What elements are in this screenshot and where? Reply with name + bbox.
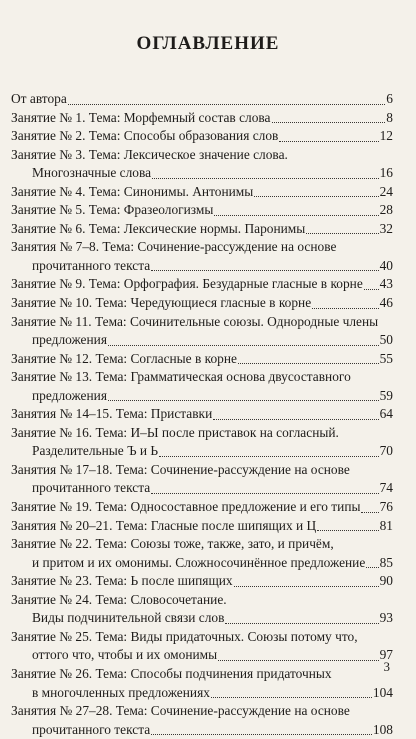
toc-entry-title: Занятия № 17–18. Тема: Сочинение-рассуждение на основе xyxy=(11,461,350,477)
toc-page-number: 43 xyxy=(379,276,393,292)
toc-entry-title: Занятия № 27–28. Тема: Сочинение-рассуждение на основе xyxy=(11,703,350,719)
toc-entry xyxy=(11,220,393,239)
toc-entry-title-cont: и притом и их омонимы. Сложносочинённое предложение xyxy=(32,554,366,570)
toc-entry xyxy=(11,424,393,461)
toc-entry-title-cont: прочитанного текста xyxy=(32,480,151,496)
toc-entry-title-cont: Многозначные слова xyxy=(32,165,152,181)
dot-leader xyxy=(312,307,378,309)
toc-line-continuation xyxy=(11,387,393,406)
toc-line xyxy=(11,294,393,313)
dot-leader xyxy=(151,733,372,735)
toc-line xyxy=(11,405,393,424)
toc-page-number: 93 xyxy=(379,610,393,626)
toc-line xyxy=(11,461,393,480)
toc-page-number: 24 xyxy=(379,183,393,199)
toc-entry-title: Занятия № 20–21. Тема: Гласные после шипящих и Ц xyxy=(11,517,317,533)
toc-entry-title: Занятие № 12. Тема: Согласные в корне xyxy=(11,350,237,366)
dot-leader xyxy=(68,103,385,105)
toc-page-number: 32 xyxy=(379,220,393,236)
dot-leader xyxy=(159,455,379,457)
toc-entry-title: Занятие № 26. Тема: Способы подчинения придаточных xyxy=(11,665,332,681)
toc-page-number: 59 xyxy=(379,387,393,403)
toc-page-number: 50 xyxy=(379,332,393,348)
toc-entry xyxy=(11,368,393,405)
toc-page-number: 6 xyxy=(386,91,393,106)
dot-leader xyxy=(272,121,386,123)
toc-entry xyxy=(11,535,393,572)
toc-entry-title: Занятия № 7–8. Тема: Сочинение-рассуждение на основе xyxy=(11,239,337,255)
toc-page-number: 28 xyxy=(379,202,393,218)
toc-entry xyxy=(11,572,393,591)
toc-line xyxy=(11,591,393,610)
dot-leader xyxy=(218,659,378,661)
toc-entry-title: Занятие № 22. Тема: Союзы тоже, также, зато, и причём, xyxy=(11,536,334,552)
toc-entry xyxy=(11,294,393,313)
toc-page-number: 108 xyxy=(372,721,393,737)
toc-entry xyxy=(11,313,393,350)
toc-page-number: 40 xyxy=(379,257,393,273)
toc-line xyxy=(11,220,393,239)
toc-entry-title: Занятие № 13. Тема: Грамматическая основа двусоставного xyxy=(11,369,351,385)
toc-entry-title-cont: предложения xyxy=(32,332,107,348)
toc-line xyxy=(11,424,393,443)
toc-entry-title: Занятие № 25. Тема: Виды придаточных. Союзы потому что, xyxy=(11,628,358,644)
toc-entry xyxy=(11,591,393,628)
toc-line xyxy=(11,535,393,554)
toc-entry xyxy=(11,350,393,369)
dot-leader xyxy=(234,585,379,587)
toc-entry xyxy=(11,665,393,702)
dot-leader xyxy=(317,529,378,531)
toc-page-number: 16 xyxy=(379,165,393,181)
toc-entry-title: Занятие № 4. Тема: Синонимы. Антонимы xyxy=(11,183,254,199)
toc-line-continuation xyxy=(11,331,393,350)
toc-entry xyxy=(11,275,393,294)
toc-entry xyxy=(11,461,393,498)
toc-entry xyxy=(11,146,393,183)
toc-page-number: 12 xyxy=(379,128,393,144)
toc-line xyxy=(11,628,393,647)
dot-leader xyxy=(151,492,378,494)
toc-line xyxy=(11,517,393,536)
toc-entry-title-cont: прочитанного текста xyxy=(32,257,151,273)
toc-line xyxy=(11,665,393,684)
dot-leader xyxy=(213,418,378,420)
toc-page-number: 46 xyxy=(379,295,393,311)
toc-line-continuation xyxy=(11,721,393,739)
toc-line-continuation xyxy=(11,554,393,573)
toc-line xyxy=(11,350,393,369)
toc-entry-title: Занятие № 6. Тема: Лексические нормы. Паронимы xyxy=(11,220,306,236)
toc-entry-title: Занятия № 14–15. Тема: Приставки xyxy=(11,406,213,422)
toc-line-continuation xyxy=(11,442,393,461)
toc-page-number: 8 xyxy=(386,109,393,125)
toc-entry-title: Занятие № 3. Тема: Лексическое значение слова. xyxy=(11,146,288,162)
page-title: ОГЛАВЛЕНИЕ xyxy=(136,33,280,54)
toc-entry xyxy=(11,109,393,128)
toc-line-continuation xyxy=(11,479,393,498)
table-of-contents xyxy=(11,90,393,739)
toc-line xyxy=(11,702,393,721)
toc-line-continuation xyxy=(11,257,393,276)
toc-page-number: 104 xyxy=(372,684,393,700)
toc-page-number: 64 xyxy=(379,406,393,422)
dot-leader xyxy=(361,511,378,513)
toc-entry-title: Занятие № 19. Тема: Односоставное предложение и его типы xyxy=(11,499,361,515)
toc-page-number: 76 xyxy=(379,499,393,515)
dot-leader xyxy=(279,140,378,142)
dot-leader xyxy=(151,269,378,271)
dot-leader xyxy=(108,399,379,401)
toc-line xyxy=(11,498,393,517)
toc-entry-title: От автора xyxy=(11,91,67,106)
toc-entry-title-cont: в многочленных предложениях xyxy=(32,684,210,700)
toc-page-number: 55 xyxy=(379,350,393,366)
toc-entry xyxy=(11,201,393,220)
toc-entry-title-cont: предложения xyxy=(32,387,107,403)
toc-entry-title-cont: оттого что, чтобы и их омонимы xyxy=(32,647,218,663)
toc-line-continuation xyxy=(11,609,393,628)
toc-line xyxy=(11,572,393,591)
dot-leader xyxy=(108,344,379,346)
toc-entry-title: Занятие № 9. Тема: Орфография. Безударные гласные в корне xyxy=(11,276,363,292)
toc-page-number: 97 xyxy=(379,647,393,663)
toc-line xyxy=(11,238,393,257)
toc-entry xyxy=(11,628,393,665)
toc-entry-title: Занятие № 1. Тема: Морфемный состав слова xyxy=(11,109,271,125)
toc-line xyxy=(11,368,393,387)
toc-line xyxy=(11,313,393,332)
toc-entry xyxy=(11,405,393,424)
toc-entry-title: Занятие № 23. Тема: Ь после шипящих xyxy=(11,573,233,589)
toc-entry-title-cont: прочитанного текста xyxy=(32,721,151,737)
toc-page-number: 90 xyxy=(379,573,393,589)
dot-leader xyxy=(254,195,378,197)
toc-line xyxy=(11,146,393,165)
toc-page-number: 70 xyxy=(379,443,393,459)
toc-entry xyxy=(11,498,393,517)
dot-leader xyxy=(225,622,378,624)
dot-leader xyxy=(238,362,379,364)
toc-entry xyxy=(11,517,393,536)
toc-entry xyxy=(11,702,393,739)
dot-leader xyxy=(306,232,378,234)
toc-page-number: 74 xyxy=(379,480,393,496)
toc-entry-title: Занятие № 10. Тема: Чередующиеся гласные в корне xyxy=(11,295,312,311)
toc-page-number: 81 xyxy=(379,517,393,533)
dot-leader xyxy=(364,288,379,290)
toc-entry-title-cont: Виды подчинительной связи слов xyxy=(32,610,225,626)
dot-leader xyxy=(214,214,378,216)
dot-leader xyxy=(152,177,379,179)
toc-entry xyxy=(11,183,393,202)
toc-line xyxy=(11,109,393,128)
toc-line xyxy=(11,90,393,109)
toc-entry-title: Занятие № 16. Тема: И–Ы после приставок на согласный. xyxy=(11,424,339,440)
toc-line-continuation xyxy=(11,684,393,703)
toc-entry-title: Занятие № 5. Тема: Фразеологизмы xyxy=(11,202,214,218)
toc-entry-title: Занятие № 2. Тема: Способы образования слов xyxy=(11,128,279,144)
toc-line xyxy=(11,201,393,220)
toc-entry xyxy=(11,90,393,109)
page-number: 3 xyxy=(383,659,390,674)
toc-entry xyxy=(11,238,393,275)
toc-line xyxy=(11,183,393,202)
toc-entry-title: Занятие № 24. Тема: Словосочетание. xyxy=(11,591,227,607)
toc-line xyxy=(11,127,393,146)
toc-page-number: 85 xyxy=(379,554,393,570)
toc-line-continuation xyxy=(11,646,393,665)
toc-line xyxy=(11,275,393,294)
toc-entry xyxy=(11,127,393,146)
toc-line-continuation xyxy=(11,164,393,183)
dot-leader xyxy=(366,566,378,568)
toc-entry-title: Занятие № 11. Тема: Сочинительные союзы. Однородные члены xyxy=(11,313,379,329)
toc-entry-title-cont: Разделительные Ъ и Ь xyxy=(32,443,159,459)
